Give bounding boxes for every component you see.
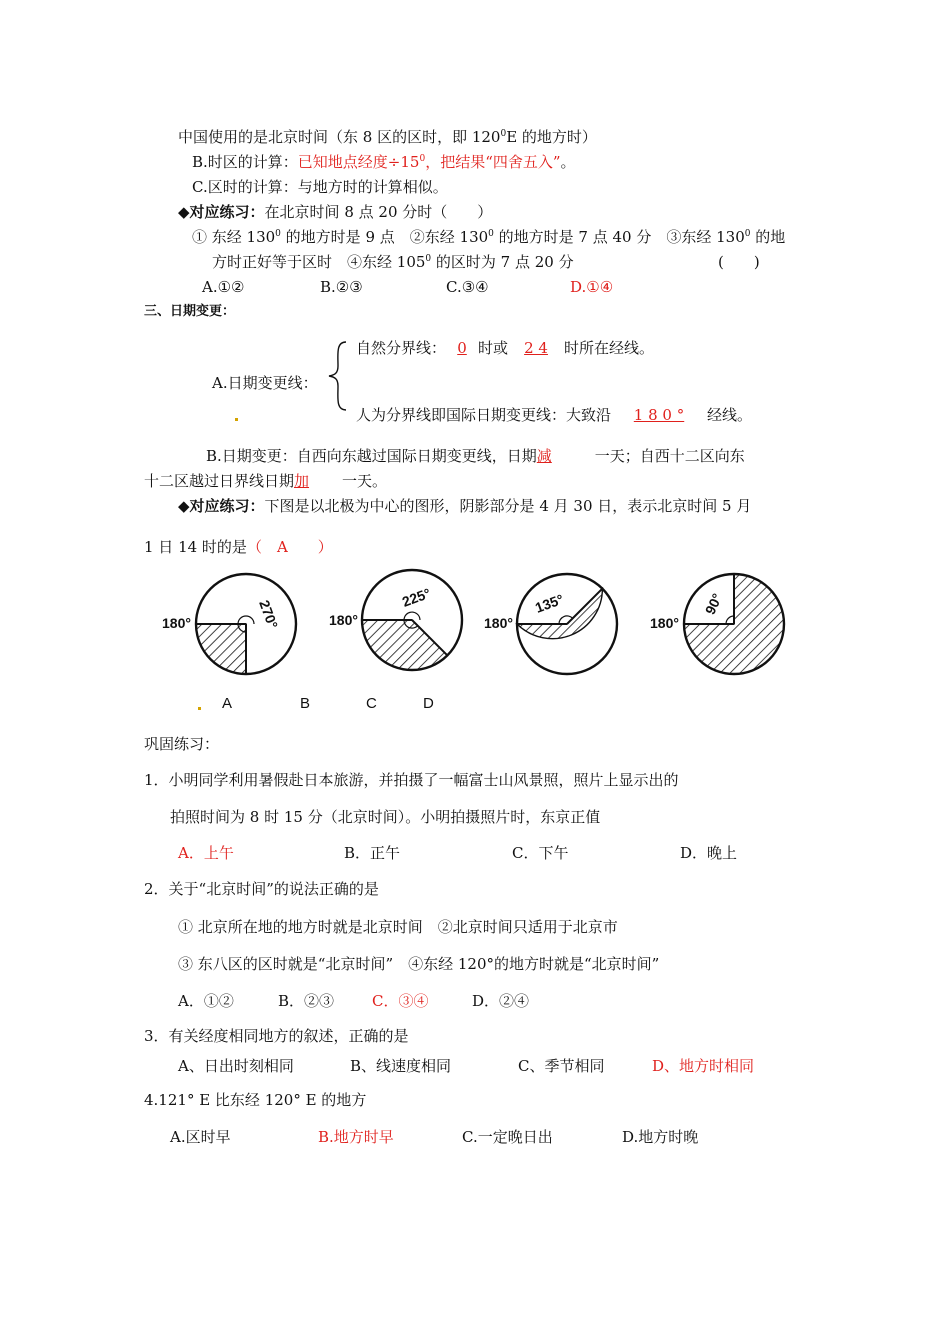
answer-a: A.①② <box>202 278 245 296</box>
zone-time-calc-line: C.区时的计算：与地方时的计算相似。 <box>192 178 448 196</box>
disc-a-letter: A <box>222 695 233 712</box>
q4-option-d: D.地方时晚 <box>622 1128 699 1146</box>
disc-c-diagram <box>515 572 619 676</box>
disc-b-180-label: 180° <box>329 612 358 628</box>
q2-option-d: D．②④ <box>472 992 530 1010</box>
disc-d-diagram <box>682 572 786 676</box>
stray-dot <box>235 418 238 421</box>
disc-c-180-label: 180° <box>484 615 513 631</box>
q4-option-b: B.地方时早 <box>318 1128 394 1146</box>
q2-option-c: C．③④ <box>372 992 429 1010</box>
q3-option-a: A、日出时刻相同 <box>178 1057 294 1075</box>
china-time-line: 中国使用的是北京时间（东 8 区的区时，即 $120^0E$ 的地方时） <box>178 128 597 146</box>
date-change-line-1: B.日期变更：自西向东越过国际日期变更线，日期减 一天；自西十二区向东 <box>206 447 745 465</box>
disc-d-angle-label: 90° <box>701 590 726 617</box>
practice-options-line-2: 方时正好等于区时 ④东经 $105^0$ 的区时为 7 点 20 分 <box>212 253 574 271</box>
disc-d-letter: D <box>423 695 434 712</box>
q2-line-2: ① 北京所在地的地方时就是北京时间 ②北京时间只适用于北京市 <box>178 918 618 936</box>
q2-option-b: B．②③ <box>278 992 335 1010</box>
human-boundary-line: 人为分界线即国际日期变更线：大致沿 1 8 0 ° 经线。 <box>356 406 753 424</box>
disc-c-angle-label: 135° <box>532 590 566 616</box>
q2-line-3: ③ 东八区的区时就是“北京时间” ④东经 120°的地方时就是“北京时间” <box>178 955 660 973</box>
disc-c-letter: C <box>366 695 377 712</box>
q1-option-a: A．上午 <box>178 844 234 862</box>
practice-paren: ( ) <box>718 253 760 271</box>
q4-line-1: 4.121° E 比东经 120° E 的地方 <box>144 1091 367 1109</box>
practice-question: ◆对应练习：在北京时间 8 点 20 分时（ ） <box>178 203 493 221</box>
disc-b-diagram <box>360 568 464 672</box>
disc-a-angle-label: 270° <box>256 597 282 631</box>
date-practice-question-1: ◆对应练习：下图是以北极为中心的图形，阴影部分是 4 月 30 日，表示北京时间 5 月 <box>178 497 752 515</box>
q3-option-d: D、地方时相同 <box>652 1057 755 1075</box>
disc-b-angle-label: 225° <box>399 584 433 610</box>
natural-boundary-line: 自然分界线： 0 时或 2 4 时所在经线。 <box>356 339 655 357</box>
answer-d: D.①④ <box>570 278 614 296</box>
q1-line-1: 1．小明同学利用暑假赴日本旅游，并拍摄了一幅富士山风景照，照片上显示出的 <box>144 771 679 789</box>
q2-option-a: A．①② <box>178 992 234 1010</box>
q1-option-c: C．下午 <box>512 844 569 862</box>
q1-option-b: B．正午 <box>344 844 401 862</box>
date-practice-question-2: 1 日 14 时的是（ A ） <box>144 538 333 556</box>
q3-option-c: C、季节相同 <box>518 1057 605 1075</box>
brace-icon <box>326 340 350 412</box>
date-change-line-2: 十二区越过日界线日期加 一天。 <box>144 472 388 490</box>
date-line-label: A.日期变更线： <box>212 374 318 392</box>
disc-a-diagram <box>194 572 298 676</box>
practice-options-line-1: ① 东经 $130^0$ 的地方时是 9 点 ②东经 $130^0$ 的地方时是 7 点 40 分 ③东经 $130^0$ 的地 <box>192 228 786 246</box>
q1-option-d: D．晚上 <box>680 844 738 862</box>
q3-option-b: B、线速度相同 <box>350 1057 452 1075</box>
timezone-calc-line: B.时区的计算：已知地点经度$\div 15^0$，把结果“四舍五入”。 <box>192 153 576 171</box>
q4-option-c: C.一定晚日出 <box>462 1128 553 1146</box>
disc-a-180-label: 180° <box>162 615 191 631</box>
section-3-title: 三、日期变更： <box>144 304 236 319</box>
answer-c: C.③④ <box>446 278 489 296</box>
disc-b-letter: B <box>300 695 311 712</box>
q3-line-1: 3．有关经度相同地方的叙述，正确的是 <box>144 1027 409 1045</box>
disc-d-180-label: 180° <box>650 615 679 631</box>
review-title: 巩固练习： <box>144 735 220 753</box>
stray-dot-2 <box>198 707 201 710</box>
q1-line-2: 拍照时间为 8 时 15 分（北京时间）。小明拍摄照片时，东京正值 <box>170 808 601 826</box>
answer-b: B.②③ <box>320 278 363 296</box>
q4-option-a: A.区时早 <box>170 1128 231 1146</box>
q2-line-1: 2．关于“北京时间”的说法正确的是 <box>144 880 379 898</box>
